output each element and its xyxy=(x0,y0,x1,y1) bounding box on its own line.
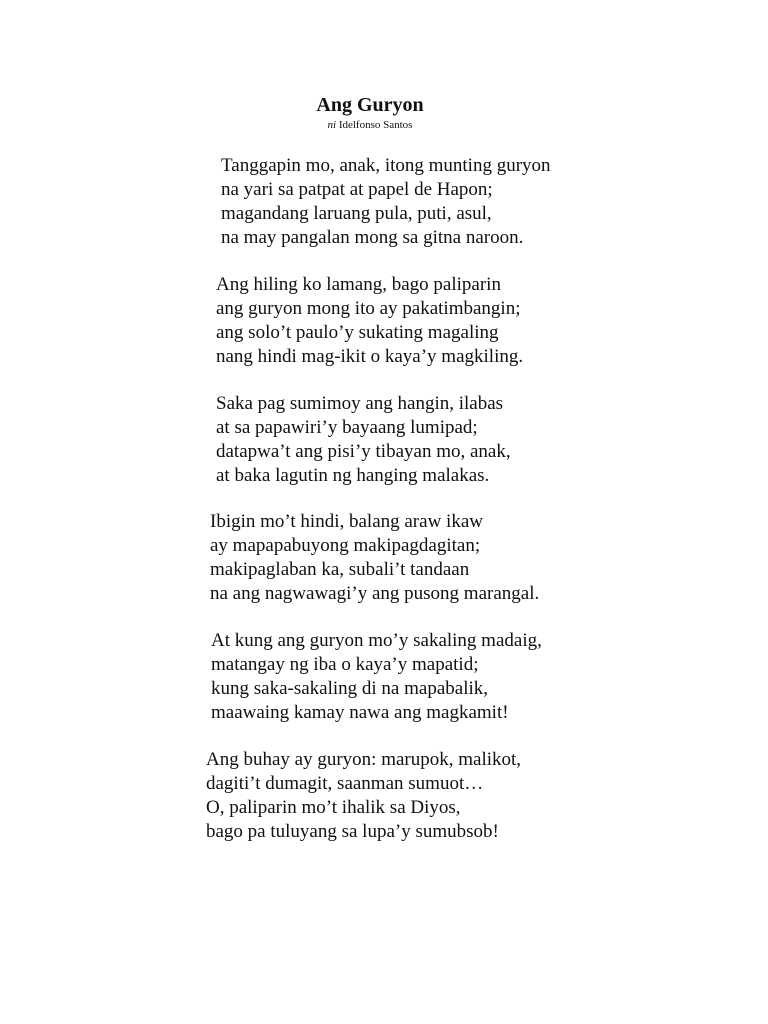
poem-line: Saka pag sumimoy ang hangin, ilabas xyxy=(216,393,504,414)
poem-line: at sa papawiri’y bayaang lumipad; xyxy=(216,417,478,438)
poem-line: makipaglaban ka, subali’t tandaan xyxy=(210,559,470,580)
poem-line: maawaing kamay nawa ang magkamit! xyxy=(211,702,509,723)
poem-line: bago pa tuluyang sa lupa’y sumubsob! xyxy=(206,821,499,842)
poem-line: kung saka-sakaling di na mapabalik, xyxy=(211,678,489,699)
stanza-2 xyxy=(216,273,523,369)
poem-line: Tanggapin mo, anak, itong munting guryon xyxy=(221,155,551,176)
poem-line: Ang hiling ko lamang, bago paliparin xyxy=(216,274,501,295)
stanza-1 xyxy=(221,154,551,250)
poem-line: datapwa’t ang pisi’y tibayan mo, anak, xyxy=(216,441,511,462)
author-name: Idelfonso Santos xyxy=(338,119,413,131)
poem-line: At kung ang guryon mo’y sakaling madaig, xyxy=(211,630,542,651)
stanza-5 xyxy=(211,629,542,725)
poem-line: magandang laruang pula, puti, asul, xyxy=(221,203,492,224)
poem-line: matangay ng iba o kaya’y mapatid; xyxy=(211,654,479,675)
stanza-4 xyxy=(210,510,539,606)
poem-line: na yari sa patpat at papel de Hapon; xyxy=(221,179,493,200)
stanza-6 xyxy=(206,748,521,844)
poem-line: ang solo’t paulo’y sukating magaling xyxy=(216,322,499,343)
byline-prefix: ni xyxy=(327,119,337,131)
poem-line: na may pangalan mong sa gitna naroon. xyxy=(221,227,524,248)
poem-title: Ang Guryon xyxy=(316,94,424,116)
poem-line: Ibigin mo’t hindi, balang araw ikaw xyxy=(210,511,483,532)
poem-line: ang guryon mong ito ay pakatimbangin; xyxy=(216,298,521,319)
poem-byline xyxy=(0,118,740,132)
poem-line: O, paliparin mo’t ihalik sa Diyos, xyxy=(206,797,461,818)
poem-line: ay mapapabuyong makipagdagitan; xyxy=(210,535,481,556)
poem-line: nang hindi mag-ikit o kaya’y magkiling. xyxy=(216,346,524,367)
poem-line: na ang nagwawagi’y ang pusong marangal. xyxy=(210,583,540,604)
stanza-3 xyxy=(216,392,511,488)
poem-line: at baka lagutin ng hanging malakas. xyxy=(216,465,490,486)
poem-line: dagiti’t dumagit, saanman sumuot… xyxy=(206,773,484,794)
poem-line: Ang buhay ay guryon: marupok, malikot, xyxy=(206,749,522,770)
